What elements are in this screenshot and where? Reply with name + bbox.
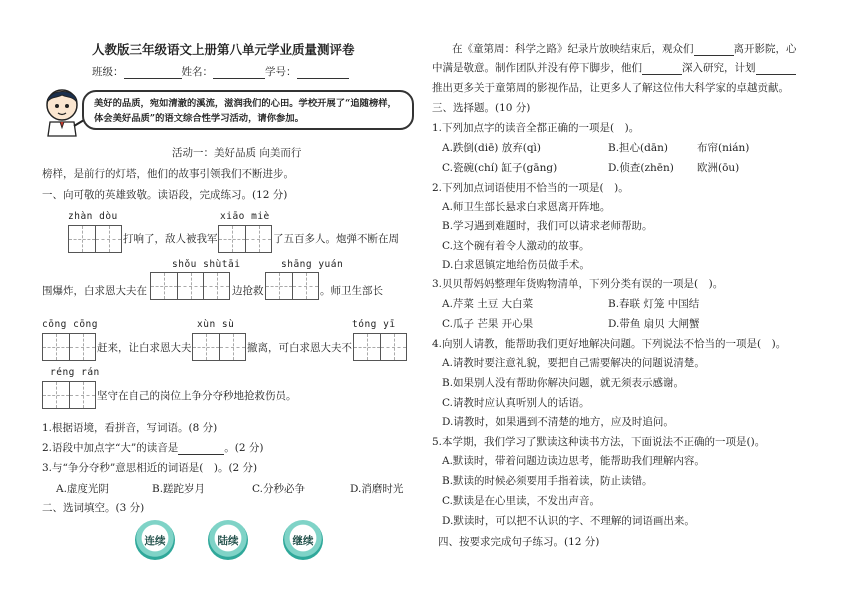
blank-2[interactable] [642,63,682,75]
answer-grid-xunsu[interactable] [192,333,246,361]
mc-q4-option-a[interactable]: A.请教时要注意礼貌，要把自己需要解决的问题说清楚。 [442,357,705,369]
mc-q1-option-b[interactable]: B.担心(dān) [608,142,668,154]
answer-grid-xiaomie[interactable] [218,225,272,253]
answer-grid-rengran[interactable] [42,381,96,409]
mc-q2-option-c[interactable]: C.这个碗有着令人激动的故事。 [442,240,590,252]
mc-q2-option-d[interactable]: D.白求恩镇定地给伤员做手术。 [442,259,590,271]
question-2: 2.语段中加点字“大”的读音是 。(2 分) [42,442,264,454]
blank-1[interactable] [694,44,734,56]
passage-line-2c: 。师卫生部长 [320,285,383,297]
blank-3[interactable] [756,63,796,75]
pinyin-shangyuan: shāng yuán [281,259,344,270]
mc-q1-option-a[interactable]: A.跌倒(diē) 放弃(qì) [442,142,542,154]
mc-q3-option-a[interactable]: A.芹菜 土豆 大白菜 [442,298,534,310]
word-option-luxu[interactable]: 陆续 [208,520,248,560]
boy-illustration-icon [38,86,88,138]
word-option-jixu[interactable]: 继续 [283,520,323,560]
answer-grid-shoushutai[interactable] [150,272,230,300]
pinyin-xunsu: xùn sù [197,319,235,330]
q3-option-c[interactable]: C.分秒必争 [252,483,305,495]
mc-q5-option-d[interactable]: D.默读时，可以把不认识的字、不理解的词语画出来。 [442,515,695,527]
word-option-lianxu[interactable]: 连续 [135,520,175,560]
answer-grid-congcong[interactable] [42,333,96,361]
passage-line-3a: 赶来，让白求恩大夫 [97,342,192,354]
fill-paragraph-line-2: 中满是敬意。制作团队并没有停下脚步，他们 深入研究，计划 [432,61,796,75]
bubble-line-1: 美好的品质，宛如清澈的溪流，滋润我们的心田。学校开展了“追随榜样， [94,98,397,109]
fill-paragraph-line-3: 推出更多关于童第周的影视作品，让更多人了解这位伟大科学家的卓越贡献。 [432,82,789,94]
passage-line-3b: 撤离，可白求恩大夫不 [247,342,352,354]
mc-q4-option-d[interactable]: D.请教时，如果遇到不清楚的地方，应及时追问。 [442,416,674,428]
student-id-field[interactable] [297,67,349,79]
name-label: 姓名： [181,66,213,78]
class-label: 班级： [92,66,124,78]
mc-question-1: 1.下列加点字的读音全都正确的一项是( )。 [432,122,640,134]
intro-text: 榜样，是前行的灯塔，他们的故事引领我们不断进步。 [42,168,294,180]
mc-q5-option-b[interactable]: B.默读的时候必须要用手指着读，防止读错。 [442,475,653,487]
page-title: 人教版三年级语文上册第八单元学业质量测评卷 [92,42,355,57]
mc-q3-option-c[interactable]: C.瓜子 芒果 开心果 [442,318,534,330]
passage-line-2b: 边抢救 [232,285,264,297]
fill-paragraph-line-1: 在《童第周：科学之路》纪录片放映结束后，观众们 离开影院，心 [452,43,797,55]
activity-title: 活动一：美好品质 向美而行 [172,147,302,159]
mc-q1-option-d2: 欧洲(ōu) [697,162,740,174]
passage-line-4: 坚守在自己的岗位上争分夺秒地抢救伤员。 [97,390,297,402]
mc-q3-option-b[interactable]: B.春联 灯笼 中国结 [608,298,700,310]
pinyin-zhandou: zhàn dòu [68,211,118,222]
mc-q5-option-c[interactable]: C.默读是在心里读，不发出声音。 [442,495,600,507]
mc-q3-option-d[interactable]: D.带鱼 扇贝 大闸蟹 [608,318,700,330]
mc-q2-option-a[interactable]: A.师卫生部长悬求白求恩离开阵地。 [442,201,611,213]
q3-option-a[interactable]: A.虚度光阴 [56,483,109,495]
mc-q1-option-d[interactable]: D.侦查(zhēn) [608,162,674,174]
q2-answer-blank[interactable] [178,443,224,455]
mc-q5-option-a[interactable]: A.默读时，带着问题边读边思考，能帮助我们理解内容。 [442,455,705,467]
mc-q2-option-b[interactable]: B.学习遇到难题时，我们可以请求老师帮助。 [442,220,653,232]
section-3-heading: 三、选择题。(10 分) [432,102,531,114]
pinyin-shoushutai: shǒu shùtāi [172,259,241,270]
q3-option-d[interactable]: D.消磨时光 [350,483,404,495]
mc-q1-option-c[interactable]: C.瓷碗(chí) 缸子(gāng) [442,162,558,174]
name-field[interactable] [213,67,265,79]
passage-line-1b: 了五百多人。炮弹不断在周 [273,233,399,245]
question-1: 1.根据语境，看拼音，写词语。(8 分) [42,422,218,434]
mc-question-5: 5.本学期，我们学习了默读这种读书方法，下面说法不正确的一项是()。 [432,436,766,448]
mc-question-4: 4.向别人请教，能帮助我们更好地解决问题。下列说法不恰当的一项是( )。 [432,338,787,350]
question-3: 3.与“争分夺秒”意思相近的词语是( )。(2 分) [42,462,258,474]
pinyin-xiaomie: xiāo miè [220,211,270,222]
answer-grid-tongyi[interactable] [353,333,407,361]
section-4-heading: 四、按要求完成句子练习。(12 分) [438,536,600,548]
mc-q4-option-b[interactable]: B.如果别人没有帮助你解决问题，就无须表示感谢。 [442,377,685,389]
answer-grid-shangyuan[interactable] [265,272,319,300]
section-2-heading: 二、选词填空。(3 分) [42,502,145,514]
class-field[interactable] [124,67,182,79]
mc-question-3: 3.贝贝帮妈妈整理年货购物清单，下列分类有误的一项是( )。 [432,278,724,290]
section-1-heading: 一、向可敬的英雄致敬。读语段，完成练习。(12 分) [42,189,288,201]
student-info [92,65,349,79]
bubble-line-2: 体会美好品质”的语文综合性学习活动，请你参加。 [94,113,304,124]
mc-q4-option-c[interactable]: C.请教时应认真听别人的话语。 [442,397,590,409]
student-id-label: 学号： [265,66,297,78]
passage-line-2a: 围爆炸，白求恩大夫在 [42,285,147,297]
speech-bubble [82,90,414,130]
mc-question-2: 2.下列加点词语使用不恰当的一项是( )。 [432,182,629,194]
passage-line-1a: 打响了，敌人被我军 [123,233,218,245]
answer-grid-zhandou[interactable] [68,225,122,253]
pinyin-rengran: réng rán [50,367,100,378]
pinyin-congcong: cōng cōng [42,319,98,330]
pinyin-tongyi: tóng yī [352,319,396,330]
mc-q1-option-b2: 布帘(nián) [697,142,750,154]
q3-option-b[interactable]: B.蹉跎岁月 [152,483,206,495]
